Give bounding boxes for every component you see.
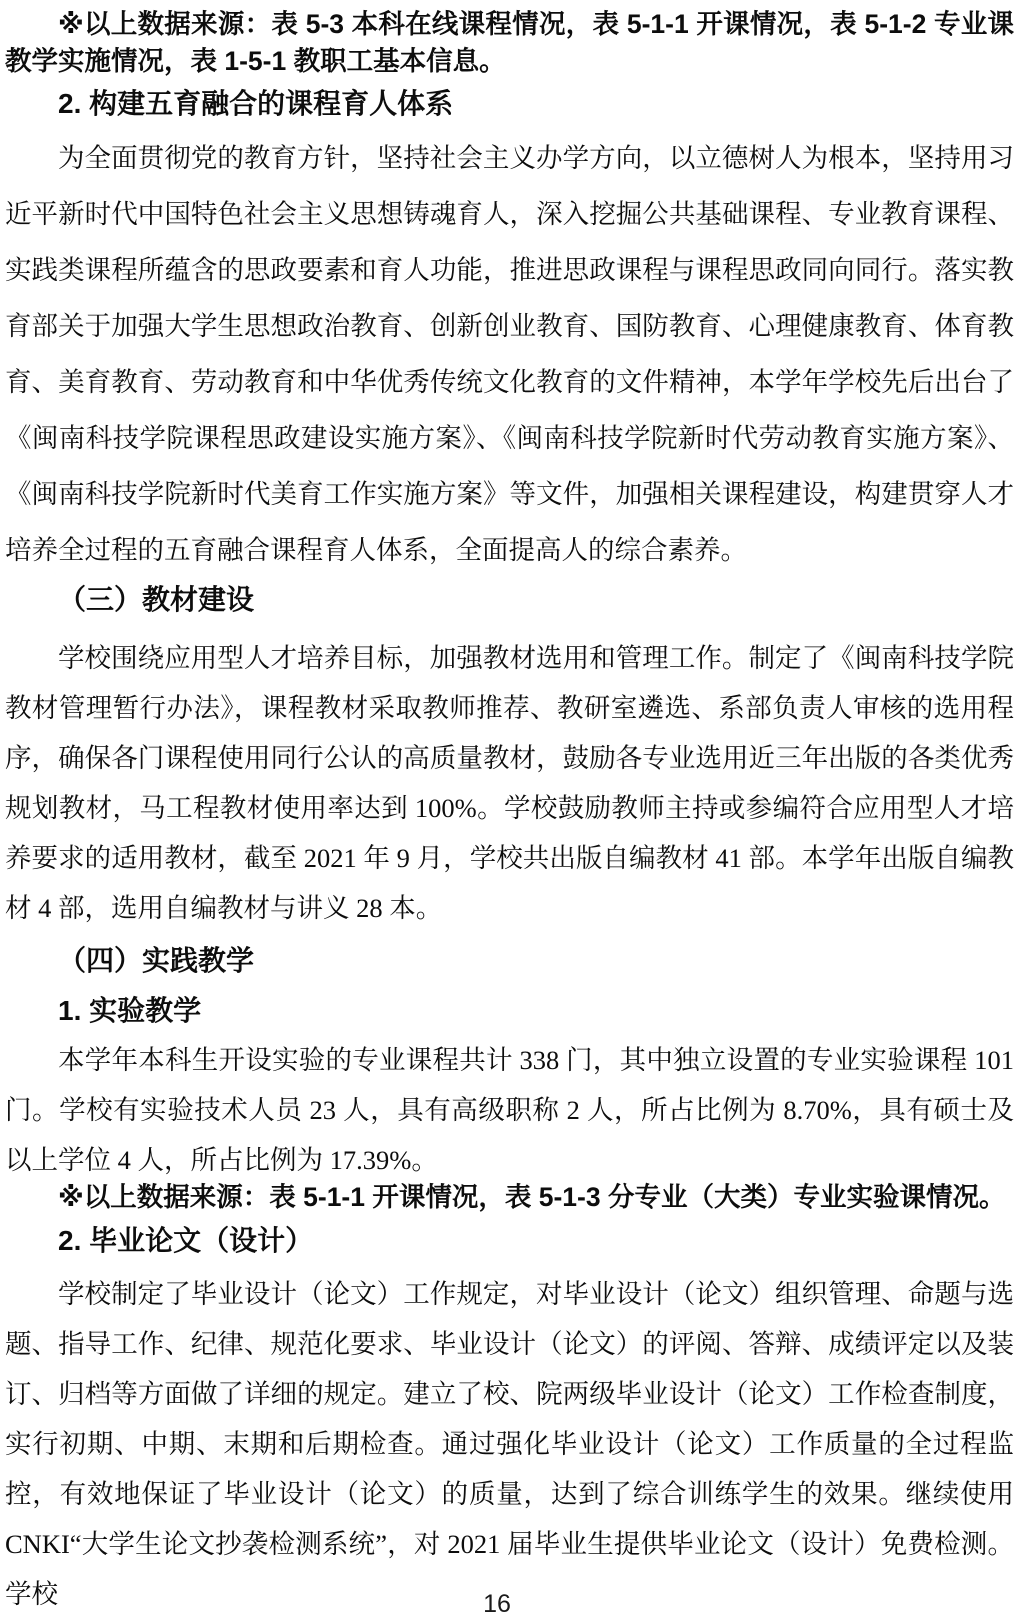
heading-practical-teaching: （四）实践教学: [58, 945, 255, 976]
heading-five-education-curriculum-system: 2. 构建五育融合的课程育人体系: [58, 88, 454, 119]
paragraph-graduation-thesis: 学校制定了毕业设计（论文）工作规定，对毕业设计（论文）组织管理、命题与选题、指导工作、纪律、规范化要求、毕业设计（论文）的评阅、答辩、成绩评定以及装订、归档等方面做了详细的规定。建立了校、院两级毕业设计（论文）工作检查制度，实行初期、中期、末期和后期检查。通过强化毕业设计（论文）工作质量的全过程监控，有效地保证了毕业设计（论文）的质量，达到了综合训练学生的效果。继续使用 CNKI“大学生论文抄袭检测系统”，对 2021 届毕业生提供毕业论文（设计）免费检测。学校: [5, 1279, 1014, 1609]
data-source-note-online-courses: ※以上数据来源：表 5-3 本科在线课程情况，表 5-1-1 开课情况，表 5-1-2 专业课教学实施情况，表 1-5-1 教职工基本信息。: [5, 9, 1014, 76]
heading-graduation-thesis: 2. 毕业论文（设计）: [58, 1225, 314, 1256]
paragraph-experiment-teaching: 本学年本科生开设实验的专业课程共计 338 门，其中独立设置的专业实验课程 101 门。学校有实验技术人员 23 人，具有高级职称 2 人，所占比例为 8.70%，具有硕士及以上学位 4 人，所占比例为 17.39%。: [5, 1045, 1014, 1175]
paragraph-textbook-construction: 学校围绕应用型人才培养目标，加强教材选用和管理工作。制定了《闽南科技学院教材管理暂行办法》，课程教材采取教师推荐、教研室遴选、系部负责人审核的选用程序，确保各门课程使用同行公认的高质量教材，鼓励各专业选用近三年出版的各类优秀规划教材，马工程教材使用率达到 100%。学校鼓励教师主持或参编符合应用型人才培养要求的适用教材，截至 2021 年 9 月，学校共出版自编教材 41 部。本学年出版自编教材 4 部，选用自编教材与讲义 28 本。: [5, 643, 1014, 923]
heading-experiment-teaching: 1. 实验教学: [58, 995, 202, 1026]
heading-textbook-construction: （三）教材建设: [58, 584, 255, 615]
page-number: 16: [483, 1590, 511, 1618]
data-source-note-experiment-courses: ※以上数据来源：表 5-1-1 开课情况，表 5-1-3 分专业（大类）专业实验课情况。: [58, 1182, 1006, 1212]
paragraph-curriculum-system: 为全面贯彻党的教育方针，坚持社会主义办学方向，以立德树人为根本，坚持用习近平新时代中国特色社会主义思想铸魂育人，深入挖掘公共基础课程、专业教育课程、实践类课程所蕴含的思政要素和育人功能，推进思政课程与课程思政同向同行。落实教育部关于加强大学生思想政治教育、创新创业教育、国防教育、心理健康教育、体育教育、美育教育、劳动教育和中华优秀传统文化教育的文件精神，本学年学校先后出台了《闽南科技学院课程思政建设实施方案》、《闽南科技学院新时代劳动教育实施方案》、《闽南科技学院新时代美育工作实施方案》等文件，加强相关课程建设，构建贯穿人才培养全过程的五育融合课程育人体系，全面提高人的综合素养。: [5, 143, 1014, 565]
